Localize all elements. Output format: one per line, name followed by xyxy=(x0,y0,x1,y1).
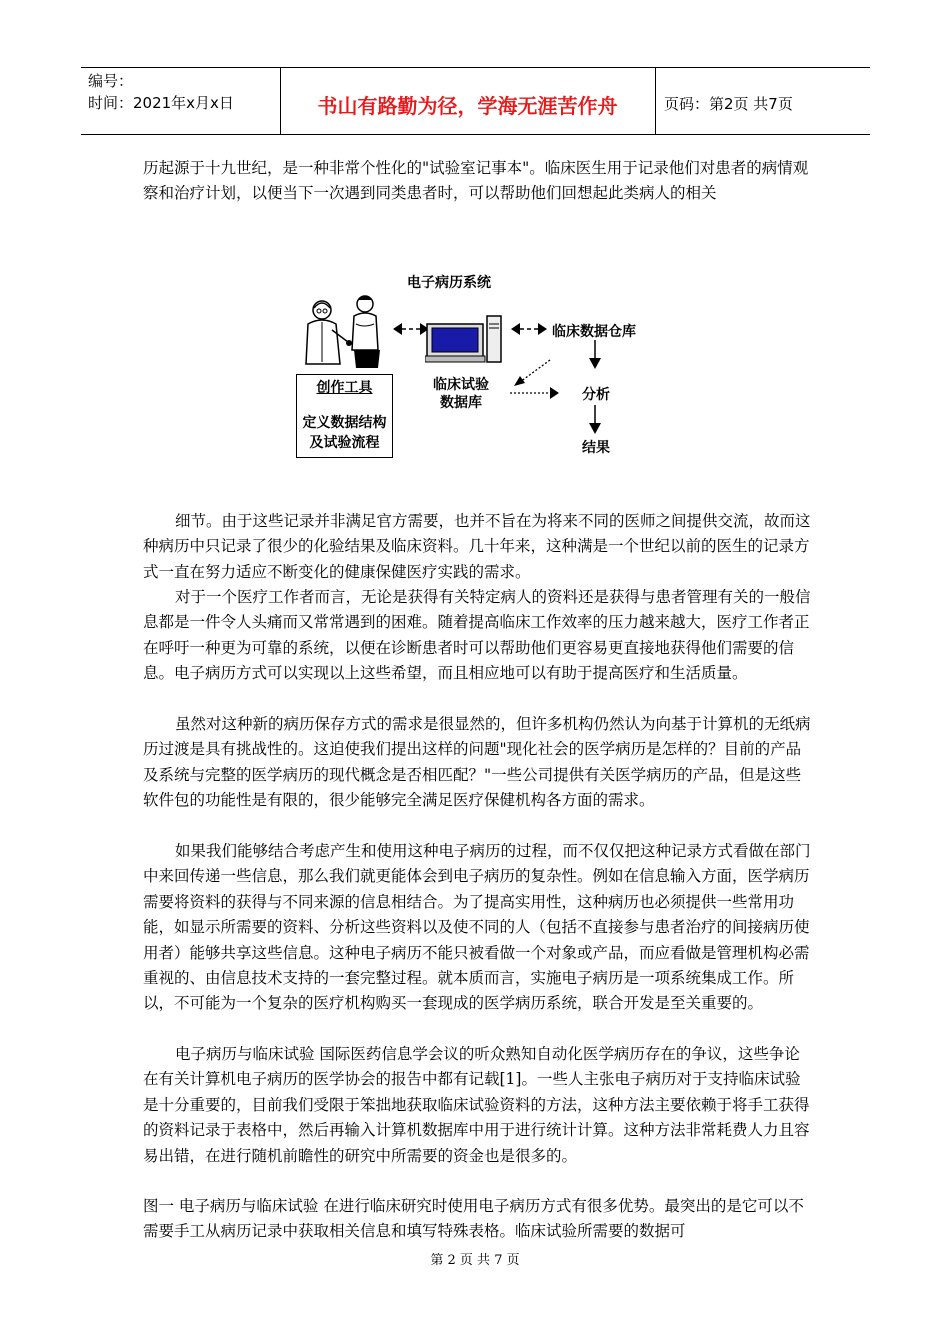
paragraph-details: 细节。由于这些记录并非满足官方需要，也并不旨在为将来不同的医师之间提供交流，故而这种病历中只记录了很少的化验结果及临床资料。几十年来，这种满是一个世纪以前的医生的记录方式一直在努力适应不断变化的健康保健医疗实践的需求。 xyxy=(143,512,811,581)
doctor-patient-illustration xyxy=(292,294,397,374)
paragraph-intro-continued: 历起源于十九世纪，是一种非常个性化的"试验室记事本"。临床医生用于记录他们对患者的病情观察和治疗计划，以便当下一次遇到同类患者时，可以帮助他们回想起此类病人的相关 xyxy=(143,159,809,203)
header-page-info: 页码：第2页 共7页 xyxy=(664,95,793,113)
down-arrow-icon xyxy=(588,340,602,370)
right-arrow-icon xyxy=(510,386,560,400)
paragraph-medical-worker: 对于一个医疗工作者而言，无论是获得有关特定病人的资料还是获得与患者管理有关的一般信息都是一件令人头痛而又常常遇到的困难。随着提高临床工作效率的压力越来越大，医疗工作者正在呼吁一种更为可靠的系统，以便在诊断患者时可以帮助他们更容易更直接地获得他们需要的信息。电子病历方式可以实现以上这些希望，而且相应地可以有助于提高医疗和生活质量。 xyxy=(143,588,811,683)
clinical-trial-db-label: 临床试验 数据库 xyxy=(433,377,489,411)
emr-system-figure xyxy=(280,268,680,468)
header-serial: 编号： xyxy=(88,72,134,90)
header-bottom-rule xyxy=(81,134,870,135)
paragraph-process: 如果我们能够结合考虑产生和使用这种电子病历的过程，而不仅仅把这种记录方式看做在部门中来回传递一些信息，那么我们就更能体会到电子病历的复杂性。例如在信息输入方面，医学病历需要将资料的获得与不同来源的信息相结合。为了提高实用性，这种病历也必须提供一些常用功能，如显示所需要的资料、分析这些资料以及使不同的人（包括不直接参与患者治疗的间接病历使用者）能够共享这些信息。这种电子病历不能只被看做一个对象或产品，而应看做是管理机构必需重视的、由信息技术支持的一套完整过程。就本质而言，实施电子病历是一项系统集成工作。所以，不可能为一个复杂的医疗机构购买一套现成的医学病历系统，联合开发是至关重要的。 xyxy=(143,842,811,1013)
header-time: 时间：2021年x月x日 xyxy=(88,94,234,112)
header-top-rule xyxy=(81,67,870,68)
authoring-tool-label: 创作工具 xyxy=(316,380,373,396)
authoring-tool-box xyxy=(296,374,393,458)
header-divider-right xyxy=(655,67,656,134)
paragraph-demand: 虽然对这种新的病历保存方式的需求是很显然的，但许多机构仍然认为向基于计算机的无纸病历过渡是具有挑战性的。这迫使我们提出这样的问题"现化社会的医学病历是怎样的？目前的产品及系统与完整的医学病历的现代概念是否相匹配？"一些公司提供有关医学病历的产品，但是这些软件包的功能性是有限的，很少能够完全满足医疗保健机构各方面的需求。 xyxy=(143,715,811,810)
header-motto: 书山有路勤为径，学海无涯苦作舟 xyxy=(317,94,618,118)
double-arrow-icon xyxy=(511,322,547,336)
analysis-label: 分析 xyxy=(582,387,610,403)
paragraph-clinical-trial: 电子病历与临床试验 国际医药信息学会议的听众熟知自动化医学病历存在的争议，这些争论在有关计算机电子病历的医学协会的报告中都有记载[1]。一些人主张电子病历对于支持临床试验是十分重要的，目前我们受限于笨拙地获取临床试验资料的方法，这种方法主要依赖于将手工获得的资料记录于表格中，然后再输入计算机数据库中用于进行统计计算。这种方法非常耗费人力且容易出错，在进行随机前瞻性的研究中所需要的资金也是很多的。 xyxy=(143,1045,810,1165)
figure-title: 电子病历系统 xyxy=(407,275,491,291)
clinical-data-warehouse-label: 临床数据仓库 xyxy=(552,324,636,340)
result-label: 结果 xyxy=(582,440,610,456)
down-arrow-icon xyxy=(588,405,602,435)
page-footer: 第 2 页 共 7 页 xyxy=(430,1253,520,1268)
diagonal-arrow-icon xyxy=(512,358,552,388)
header-left-cell xyxy=(88,70,234,114)
paragraph-figure-one: 图一 电子病历与临床试验 在进行临床研究时使用电子病历方式有很多优势。最突出的是它可以不需要手工从病历记录中获取相关信息和填写特殊表格。临床试验所需要的数据可 xyxy=(143,1197,804,1241)
define-structure-label: 定义数据结构 及试验流程 xyxy=(302,415,387,451)
computer-icon xyxy=(425,312,505,364)
double-arrow-icon xyxy=(393,322,429,336)
